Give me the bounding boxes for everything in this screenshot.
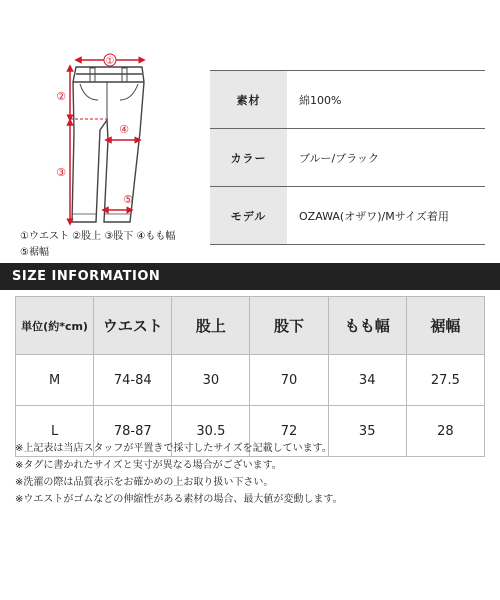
note-line: ※タグに書かれたサイズと実寸が異なる場合がございます。 bbox=[15, 460, 282, 471]
spec-table bbox=[210, 70, 485, 245]
legend-hem: ⑤裾幅 bbox=[20, 247, 49, 258]
header-hem: 裾幅 bbox=[406, 297, 484, 355]
notes bbox=[15, 440, 343, 508]
size-table-header-row bbox=[16, 297, 485, 355]
table-cell: 27.5 bbox=[406, 355, 484, 406]
legend-inseam: ③股下 bbox=[104, 231, 134, 242]
spec-row bbox=[210, 187, 485, 245]
pants-measurement-diagram bbox=[0, 0, 200, 260]
marker-2: ② bbox=[56, 90, 66, 103]
spec-row bbox=[210, 71, 485, 129]
spec-label: カラー bbox=[210, 129, 287, 187]
spec-value: OZAWA(オザワ)/Mサイズ着用 bbox=[287, 187, 485, 245]
marker-1: ① bbox=[105, 56, 115, 67]
marker-3: ③ bbox=[56, 166, 66, 179]
table-row bbox=[16, 355, 485, 406]
legend-thigh: ④もも幅 bbox=[136, 231, 176, 242]
spec-label: 素材 bbox=[210, 71, 287, 129]
marker-4: ④ bbox=[119, 123, 129, 136]
legend-line-2 bbox=[20, 243, 49, 258]
note-line: ※洗濯の際は品質表示をお確かめの上お取り扱い下さい。 bbox=[15, 477, 274, 488]
table-cell: 28 bbox=[406, 406, 484, 457]
spec-row bbox=[210, 129, 485, 187]
header-rise: 股上 bbox=[172, 297, 250, 355]
note-line: ※ウエストがゴムなどの伸縮性がある素材の場合、最大値が変動します。 bbox=[15, 494, 343, 505]
header-thigh: もも幅 bbox=[328, 297, 406, 355]
legend-waist: ①ウエスト bbox=[20, 231, 69, 242]
table-cell: 70 bbox=[250, 355, 328, 406]
header-inseam: 股下 bbox=[250, 297, 328, 355]
table-cell: 35 bbox=[328, 406, 406, 457]
spec-label: モデル bbox=[210, 187, 287, 245]
size-cell: M bbox=[16, 355, 94, 406]
header-waist: ウエスト bbox=[94, 297, 172, 355]
note-line: ※上記表は当店スタッフが平置きで採寸したサイズを記載しています。 bbox=[15, 443, 332, 454]
table-cell: 78-87 bbox=[94, 406, 172, 457]
size-cell: L bbox=[16, 406, 94, 457]
legend-rise: ②股上 bbox=[72, 231, 102, 242]
table-cell: 34 bbox=[328, 355, 406, 406]
pants-outline bbox=[72, 67, 144, 222]
table-cell: 74-84 bbox=[94, 355, 172, 406]
marker-5: ⑤ bbox=[123, 193, 133, 206]
table-cell: 72 bbox=[250, 406, 328, 457]
section-title: SIZE INFORMATION bbox=[0, 263, 500, 290]
header-unit: 単位(約*cm) bbox=[16, 297, 94, 355]
legend-line-1 bbox=[20, 227, 175, 242]
table-cell: 30 bbox=[172, 355, 250, 406]
spec-value: 綿100% bbox=[287, 71, 485, 129]
table-cell: 30.5 bbox=[172, 406, 250, 457]
size-table bbox=[15, 296, 485, 457]
spec-value: ブルー/ブラック bbox=[287, 129, 485, 187]
